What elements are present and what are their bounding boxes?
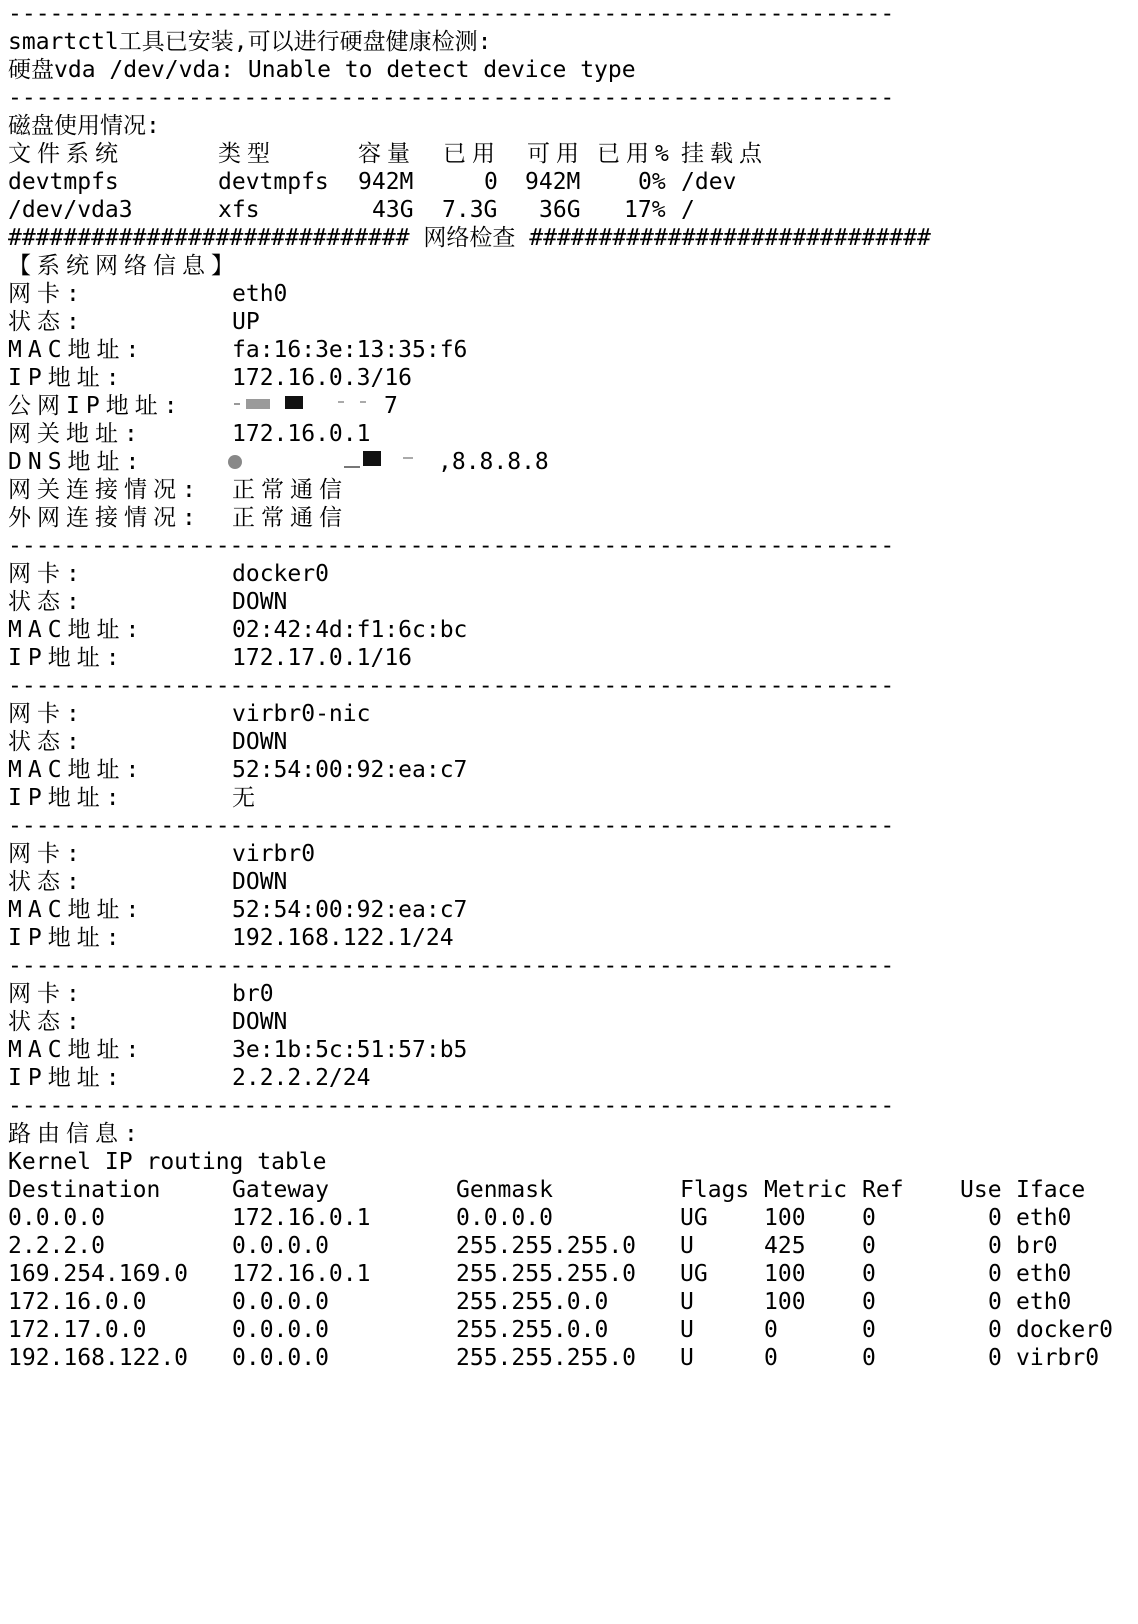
- route-cell-destination: 169.254.169.0: [8, 1261, 189, 1287]
- route-header-use: Use: [960, 1177, 1002, 1203]
- ip-value: 无: [232, 785, 255, 811]
- mac-row: [8, 336, 1108, 364]
- disk-usage-title-text: 磁盘使用情况:: [8, 113, 160, 139]
- state-row: [8, 1008, 1108, 1036]
- gateway-label: 网关地址:: [8, 421, 144, 447]
- route-cell-flags: U: [680, 1233, 694, 1259]
- separator-line: [8, 0, 894, 28]
- route-header-flags: Flags: [680, 1177, 750, 1203]
- ip-row: [8, 1064, 1108, 1092]
- state-value: DOWN: [232, 589, 288, 615]
- nic-value: docker0: [232, 561, 329, 587]
- dns-row: [8, 448, 1108, 476]
- route-cell-destination: 2.2.2.0: [8, 1233, 105, 1259]
- ip-row: [8, 644, 1108, 672]
- mac-label: MAC地址:: [8, 897, 146, 923]
- network-check-banner-text: ############################# 网络检查 #############################: [8, 225, 931, 251]
- redaction-mark: [363, 451, 381, 466]
- state-row: [8, 588, 1108, 616]
- disk-detect-line: [8, 56, 636, 84]
- nic-value: eth0: [232, 281, 288, 307]
- route-cell-ref: 0: [862, 1317, 876, 1343]
- nic-label: 网卡:: [8, 701, 86, 727]
- mac-label: MAC地址:: [8, 757, 146, 783]
- route-cell-iface: virbr0: [1016, 1345, 1100, 1371]
- ip-label: IP地址:: [8, 1065, 126, 1091]
- route-cell-iface: eth0: [1016, 1289, 1072, 1315]
- state-value: DOWN: [232, 729, 288, 755]
- ip-row: [8, 784, 1108, 812]
- route-cell-gateway: 0.0.0.0: [232, 1289, 329, 1315]
- wan-conn-value: 正常通信: [232, 505, 348, 531]
- disk-header-use-percent: 已用%: [597, 141, 675, 167]
- mac-row: [8, 896, 1108, 924]
- disk-cell-size: 43G: [372, 197, 414, 223]
- mac-value: 02:42:4d:f1:6c:bc: [232, 617, 468, 643]
- route-cell-metric: 100: [764, 1261, 806, 1287]
- mac-value: 52:54:00:92:ea:c7: [232, 897, 468, 923]
- ip-value: 2.2.2.2/24: [232, 1065, 371, 1091]
- nic-label: 网卡:: [8, 561, 86, 587]
- route-cell-metric: 0: [764, 1317, 778, 1343]
- disk-detect-text: 硬盘vda /dev/vda: Unable to detect device type: [8, 57, 636, 83]
- disk-cell-used: 0: [484, 169, 498, 195]
- ip-value: 192.168.122.1/24: [232, 925, 454, 951]
- state-label: 状态:: [8, 589, 86, 615]
- separator-line: [8, 532, 894, 560]
- route-cell-destination: 0.0.0.0: [8, 1205, 105, 1231]
- state-value: UP: [232, 309, 260, 335]
- redaction-mark: [344, 466, 360, 468]
- separator-line: [8, 952, 894, 980]
- route-cell-iface: eth0: [1016, 1205, 1072, 1231]
- route-cell-metric: 425: [764, 1233, 806, 1259]
- separator-text: ----------------------------------------------------------------: [8, 673, 895, 699]
- route-cell-destination: 172.16.0.0: [8, 1289, 147, 1315]
- dns-value: ,8.8.8.8: [438, 449, 549, 475]
- route-cell-ref: 0: [862, 1233, 876, 1259]
- mac-label: MAC地址:: [8, 1037, 146, 1063]
- route-header-iface: Iface: [1016, 1177, 1086, 1203]
- wan-conn-label: 外网连接情况:: [8, 505, 202, 531]
- ip-value: 172.16.0.3/16: [232, 365, 413, 391]
- disk-table-row: [8, 168, 1108, 196]
- route-cell-metric: 0: [764, 1345, 778, 1371]
- disk-cell-avail: 942M: [525, 169, 581, 195]
- disk-table-header: [8, 140, 1108, 168]
- nic-value: br0: [232, 981, 274, 1007]
- ip-row: [8, 924, 1108, 952]
- disk-cell-size: 942M: [358, 169, 414, 195]
- state-label: 状态:: [8, 1009, 86, 1035]
- network-section-title-text: 【系统网络信息】: [8, 253, 240, 279]
- separator-text: ----------------------------------------------------------------: [8, 533, 895, 559]
- route-cell-gateway: 172.16.0.1: [232, 1205, 371, 1231]
- route-cell-flags: UG: [680, 1261, 708, 1287]
- mac-row: [8, 1036, 1108, 1064]
- route-cell-metric: 100: [764, 1289, 806, 1315]
- mac-label: MAC地址:: [8, 337, 146, 363]
- network-section-title: [8, 252, 240, 280]
- separator-text: ----------------------------------------------------------------: [8, 953, 895, 979]
- nic-row: [8, 700, 1108, 728]
- disk-cell-used: 7.3G: [442, 197, 498, 223]
- smartctl-status-line: [8, 28, 491, 56]
- disk-cell-use-percent: 17%: [624, 197, 666, 223]
- route-header-ref: Ref: [862, 1177, 904, 1203]
- route-cell-ref: 0: [862, 1345, 876, 1371]
- disk-header-type: 类型: [218, 141, 276, 167]
- route-cell-destination: 192.168.122.0: [8, 1345, 189, 1371]
- separator-line: [8, 812, 894, 840]
- state-row: [8, 868, 1108, 896]
- route-row: [8, 1288, 1128, 1316]
- route-cell-destination: 172.17.0.0: [8, 1317, 147, 1343]
- nic-label: 网卡:: [8, 281, 86, 307]
- public-ip-row: [8, 392, 1108, 420]
- mac-value: 52:54:00:92:ea:c7: [232, 757, 468, 783]
- route-cell-genmask: 255.255.255.0: [456, 1345, 637, 1371]
- route-header-destination: Destination: [8, 1177, 161, 1203]
- route-cell-use: 0: [988, 1345, 1002, 1371]
- nic-value: virbr0: [232, 841, 316, 867]
- route-cell-flags: U: [680, 1317, 694, 1343]
- smartctl-status-text: smartctl工具已安装,可以进行硬盘健康检测:: [8, 29, 492, 55]
- mac-row: [8, 616, 1108, 644]
- separator-text: ----------------------------------------------------------------: [8, 1, 895, 27]
- state-value: DOWN: [232, 1009, 288, 1035]
- separator-line: [8, 84, 894, 112]
- route-cell-iface: eth0: [1016, 1261, 1072, 1287]
- route-cell-ref: 0: [862, 1261, 876, 1287]
- redaction-mark: [234, 403, 240, 405]
- route-cell-use: 0: [988, 1317, 1002, 1343]
- route-cell-iface: br0: [1016, 1233, 1058, 1259]
- route-cell-genmask: 255.255.0.0: [456, 1317, 609, 1343]
- disk-header-filesystem: 文件系统: [8, 141, 124, 167]
- mac-row: [8, 756, 1108, 784]
- disk-usage-title: [8, 112, 160, 140]
- nic-row: [8, 280, 1108, 308]
- state-label: 状态:: [8, 729, 86, 755]
- route-cell-gateway: 0.0.0.0: [232, 1233, 329, 1259]
- route-header-gateway: Gateway: [232, 1177, 329, 1203]
- route-cell-ref: 0: [862, 1289, 876, 1315]
- route-cell-iface: docker0: [1016, 1317, 1113, 1343]
- disk-cell-mount: /: [681, 197, 695, 223]
- public-ip-label: 公网IP地址:: [8, 393, 184, 419]
- route-header-metric: Metric: [764, 1177, 848, 1203]
- disk-cell-type: xfs: [218, 197, 260, 223]
- state-label: 状态:: [8, 869, 86, 895]
- state-row: [8, 728, 1108, 756]
- route-cell-metric: 100: [764, 1205, 806, 1231]
- route-cell-use: 0: [988, 1233, 1002, 1259]
- nic-row: [8, 840, 1108, 868]
- route-table-header: [8, 1176, 1128, 1204]
- state-row: [8, 308, 1108, 336]
- routing-title: [8, 1120, 144, 1148]
- network-check-banner: [8, 224, 931, 252]
- routing-subtitle: [8, 1148, 327, 1176]
- route-cell-flags: UG: [680, 1205, 708, 1231]
- redaction-mark: [285, 396, 303, 409]
- ip-value: 172.17.0.1/16: [232, 645, 413, 671]
- separator-line: [8, 1092, 894, 1120]
- route-cell-ref: 0: [862, 1205, 876, 1231]
- ip-label: IP地址:: [8, 785, 126, 811]
- route-cell-genmask: 255.255.255.0: [456, 1233, 637, 1259]
- ip-label: IP地址:: [8, 365, 126, 391]
- ip-label: IP地址:: [8, 645, 126, 671]
- disk-header-used: 已用: [443, 141, 501, 167]
- route-header-genmask: Genmask: [456, 1177, 553, 1203]
- disk-cell-filesystem: devtmpfs: [8, 169, 119, 195]
- route-row: [8, 1316, 1128, 1344]
- redaction-mark: [246, 399, 270, 409]
- redaction-mark: [360, 401, 366, 403]
- route-row: [8, 1232, 1128, 1260]
- route-cell-use: 0: [988, 1289, 1002, 1315]
- route-cell-genmask: 255.255.0.0: [456, 1289, 609, 1315]
- gateway-conn-label: 网关连接情况:: [8, 477, 202, 503]
- route-cell-genmask: 255.255.255.0: [456, 1261, 637, 1287]
- state-label: 状态:: [8, 309, 86, 335]
- redaction-mark: [338, 401, 344, 403]
- route-cell-gateway: 0.0.0.0: [232, 1317, 329, 1343]
- gateway-value: 172.16.0.1: [232, 421, 371, 447]
- disk-cell-mount: /dev: [681, 169, 737, 195]
- gateway-conn-row: [8, 476, 1108, 504]
- disk-header-mount: 挂载点: [681, 141, 768, 167]
- redaction-mark: [403, 457, 413, 459]
- nic-label: 网卡:: [8, 841, 86, 867]
- gateway-conn-value: 正常通信: [232, 477, 348, 503]
- separator-line: [8, 672, 894, 700]
- nic-row: [8, 560, 1108, 588]
- ip-row: [8, 364, 1108, 392]
- disk-table-row: [8, 196, 1108, 224]
- route-cell-gateway: 0.0.0.0: [232, 1345, 329, 1371]
- disk-cell-type: devtmpfs: [218, 169, 329, 195]
- nic-row: [8, 980, 1108, 1008]
- route-cell-flags: U: [680, 1345, 694, 1371]
- disk-header-size: 容量: [358, 141, 416, 167]
- route-cell-use: 0: [988, 1261, 1002, 1287]
- public-ip-value: 7: [384, 393, 398, 419]
- wan-conn-row: [8, 504, 1108, 532]
- route-cell-use: 0: [988, 1205, 1002, 1231]
- route-cell-gateway: 172.16.0.1: [232, 1261, 371, 1287]
- route-row: [8, 1344, 1128, 1372]
- separator-text: ----------------------------------------------------------------: [8, 1093, 895, 1119]
- dns-label: DNS地址:: [8, 449, 146, 475]
- nic-label: 网卡:: [8, 981, 86, 1007]
- state-value: DOWN: [232, 869, 288, 895]
- mac-value: fa:16:3e:13:35:f6: [232, 337, 468, 363]
- disk-cell-use-percent: 0%: [638, 169, 666, 195]
- mac-label: MAC地址:: [8, 617, 146, 643]
- route-cell-genmask: 0.0.0.0: [456, 1205, 553, 1231]
- disk-cell-filesystem: /dev/vda3: [8, 197, 133, 223]
- disk-cell-avail: 36G: [539, 197, 581, 223]
- route-cell-flags: U: [680, 1289, 694, 1315]
- mac-value: 3e:1b:5c:51:57:b5: [232, 1037, 468, 1063]
- route-row: [8, 1204, 1128, 1232]
- ip-label: IP地址:: [8, 925, 126, 951]
- routing-subtitle-text: Kernel IP routing table: [8, 1149, 327, 1175]
- routing-title-text: 路由信息:: [8, 1121, 144, 1147]
- disk-header-avail: 可用: [527, 141, 585, 167]
- separator-text: ----------------------------------------------------------------: [8, 813, 895, 839]
- route-row: [8, 1260, 1128, 1288]
- separator-text: ----------------------------------------------------------------: [8, 85, 895, 111]
- gateway-row: [8, 420, 1108, 448]
- redaction-mark: [228, 455, 242, 469]
- nic-value: virbr0-nic: [232, 701, 371, 727]
